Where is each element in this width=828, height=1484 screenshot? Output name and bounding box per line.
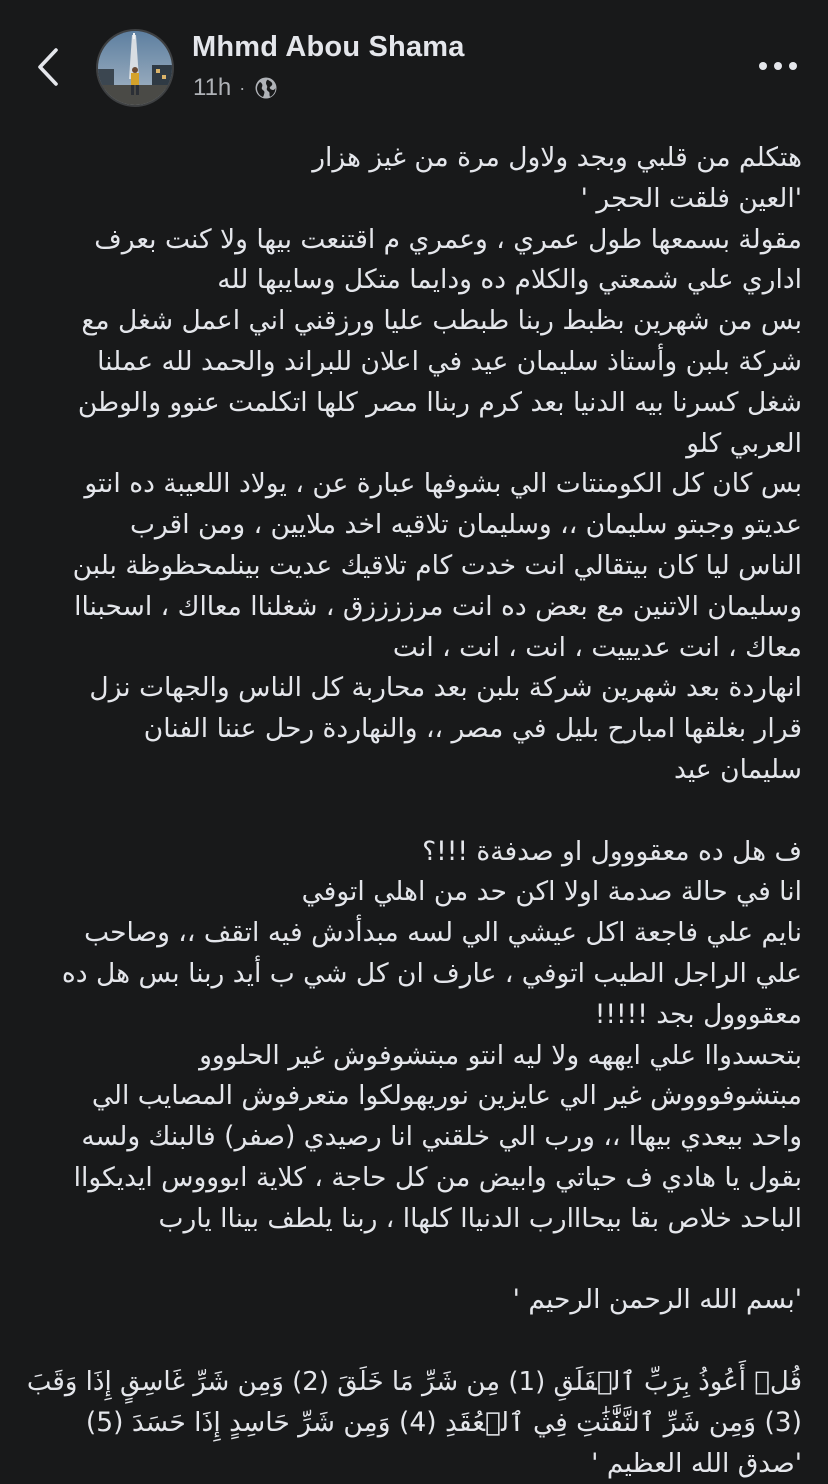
post-line: بقول يا هادي ف حياتي وابيض من كل حاجة ، كلاية ابوووس ايديكواا: [26, 1158, 802, 1199]
post-line: (3) وَمِن شَرِّ ٱلنَّفَّٰثَٰتِ فِي ٱلۡعُقَدِ (4) وَمِن شَرِّ حَاسِدٍ إِذَا حَسَدَ (5): [26, 1403, 802, 1444]
post-line: قرار بغلقها امبارح بليل في مصر ،، والنهاردة رحل عننا الفنان: [26, 709, 802, 750]
post-line: شغل كسرنا بيه الدنيا بعد كرم ربناا مصر كلها اتكلمت عنوو والوطن: [26, 383, 802, 424]
globe-icon: [253, 75, 279, 101]
back-button[interactable]: [26, 42, 70, 92]
post-timestamp[interactable]: 11h: [193, 74, 231, 102]
more-horizontal-icon: [758, 61, 798, 71]
post-line: 'العين فلقت الحجر ': [26, 179, 802, 220]
post-line: شركة بلبن وأستاذ سليمان عيد في اعلان للبراند والحمد لله عملنا: [26, 342, 802, 383]
post-meta: [193, 74, 279, 102]
post-text: [26, 138, 802, 1484]
post-line: بتحسدواا علي ايههه ولا ليه انتو مبتشوفوش غير الحلووو: [26, 1036, 802, 1077]
post-line: العربي كلو: [26, 424, 802, 465]
post-blank-line: [26, 791, 802, 832]
post-line: 'بسم الله الرحمن الرحيم ': [26, 1280, 802, 1321]
chevron-left-icon: [36, 47, 60, 87]
post-line: وسليمان الاتنين مع بعض ده انت مرززززق ، شغلناا معااك ، اسحبناا: [26, 587, 802, 628]
post-line: انهاردة بعد شهرين شركة بلبن بعد محاربة كل الناس والجهات نزل: [26, 668, 802, 709]
author-name[interactable]: Mhmd Abou Shama: [192, 31, 465, 64]
post-line: الناس ليا كان بيتقالي انت خدت كام تلاقيك عديت بينلمحظوظة بلبن: [26, 546, 802, 587]
post-line: مقولة بسمعها طول عمري ، وعمري م اقتنعت بيها ولا كنت بعرف: [26, 220, 802, 261]
post-line: عديتو وجبتو سليمان ،، وسليمان تلاقيه اخد ملايين ، ومن اقرب: [26, 505, 802, 546]
post-line: بس من شهرين بظبط ربنا طبطب عليا ورزقني اني اعمل شغل مع: [26, 301, 802, 342]
post-line: مبتشوفوووش غير الي عايزين نوريهولكوا متعرفوش المصايب الي: [26, 1076, 802, 1117]
post-blank-line: [26, 1240, 802, 1281]
post-line: اداري علي شمعتي والكلام ده ودايما متكل وسايبها لله: [26, 260, 802, 301]
post-line: سليمان عيد: [26, 750, 802, 791]
post-line: هتكلم من قلبي وبجد ولاول مرة من غيز هزار: [26, 138, 802, 179]
meta-separator: ·: [239, 79, 245, 97]
post-line: واحد بيعدي بيهاا ،، ورب الي خلقني انا رصيدي (صفر) فالبنك ولسه: [26, 1117, 802, 1158]
post-line: انا في حالة صدمة اولا اكن حد من اهلي اتوفي: [26, 872, 802, 913]
avatar[interactable]: [96, 29, 174, 107]
post-line: بس كان كل الكومنتات الي بشوفها عبارة عن ، يولاد اللعيبة ده انتو: [26, 464, 802, 505]
post-header: [0, 0, 828, 128]
post-blank-line: [26, 1321, 802, 1362]
post-line: قُلۡ أَعُوذُ بِرَبِّ ٱلۡفَلَقِ (1) مِن شَرِّ مَا خَلَقَ (2) وَمِن شَرِّ غَاسِقٍ إِذَا وَقَبَ: [26, 1362, 802, 1403]
more-options-button[interactable]: [756, 48, 800, 84]
post-line: معاك ، انت عديييت ، انت ، انت ، انت: [26, 628, 802, 669]
post-line: الباحد خلاص بقا بيحااارب الدنياا كلهاا ، ربنا يلطف بيناا يارب: [26, 1199, 802, 1240]
post-line: نايم علي فاجعة اكل عيشي الي لسه مبدأدش فيه اتقف ،، وصاحب: [26, 913, 802, 954]
post-line: 'صدق الله العظيم ': [26, 1444, 802, 1484]
post-line: ف هل ده معقووول او صدفةة !!!؟: [26, 832, 802, 873]
avatar-photo: [98, 31, 172, 105]
post-line: علي الراجل الطيب اتوفي ، عارف ان كل شي ب أيد ربنا بس هل ده: [26, 954, 802, 995]
post-line: معقووول بجد !!!!!: [26, 995, 802, 1036]
